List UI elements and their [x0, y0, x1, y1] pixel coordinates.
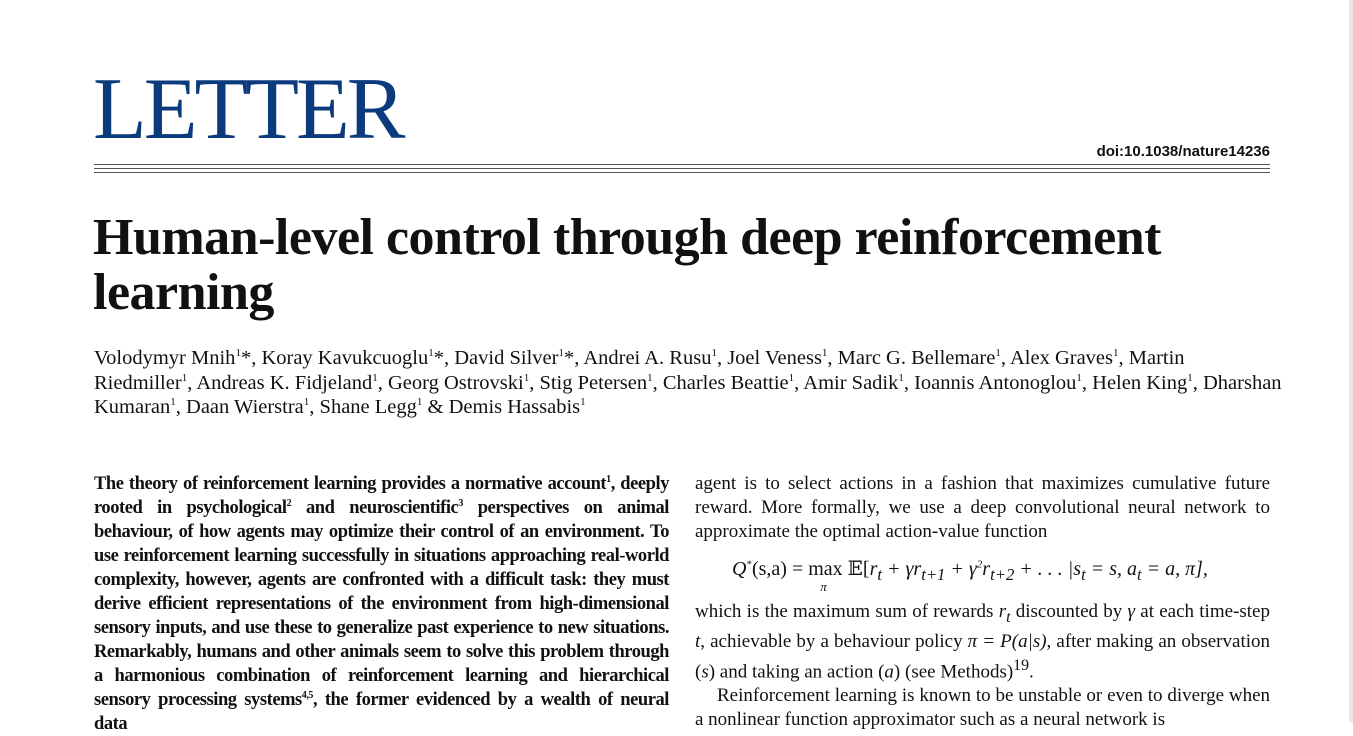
header-rule: [94, 164, 1270, 165]
author[interactable]: David Silver$^1$*: [454, 347, 575, 369]
reference-mark[interactable]: 19: [1013, 656, 1029, 674]
author[interactable]: Helen King$^1$: [1092, 371, 1193, 394]
author[interactable]: Georg Ostrovski$^1$: [387, 371, 530, 394]
article-type-label: LETTER: [93, 61, 403, 158]
reference-mark[interactable]: 4,5: [301, 689, 313, 701]
reference-mark[interactable]: 2: [286, 497, 292, 509]
equation-q-function: Q*(s,a) = max π $𝔼[r_t + \gamma r_{t+1} + \gamma^2r_{t+2}$ + . . . $|s_t = s$, $a_t = a$, π],: [732, 558, 1208, 594]
abstract-text: perspectives on animal behaviour, of how agents may optimize their control of an environment. To use reinforcement learning successfully in situations approaching real-world complexity, however, agents are confronted with a difficult task: they must derive efficient representations of the environment from high-dimensional sensory inputs, and use these to generalize past experience to new situations. Remarkably, humans and other animals seem to solve this problem through a harmonious combination of reinforcement learning and hierarchical sensory processing systems: [94, 498, 669, 710]
author-separator: ,: [1000, 347, 1010, 369]
scrollbar[interactable]: [1349, 0, 1353, 722]
author-separator: ,: [794, 371, 804, 394]
author-separator: ,: [652, 371, 663, 394]
author-separator: ,: [574, 347, 584, 369]
author[interactable]: Stig Petersen$^1$: [539, 371, 653, 394]
author[interactable]: Joel Veness$^1$: [727, 347, 828, 369]
author[interactable]: Alex Graves$^1$: [1009, 347, 1119, 369]
reference-mark[interactable]: 1: [606, 473, 611, 485]
author-separator: ,: [716, 347, 728, 369]
author-separator: ,: [187, 371, 197, 394]
author[interactable]: Marc G. Bellemare$^1$: [837, 347, 1001, 369]
author[interactable]: Dharshan Kumaran$^1$: [94, 371, 1282, 418]
author[interactable]: Andreas K. Fidjeland$^1$: [196, 371, 378, 394]
author-separator: ,: [444, 347, 455, 369]
header-rule: [94, 168, 1270, 169]
author-separator: &: [422, 396, 449, 418]
author-separator: ,: [1081, 371, 1093, 394]
author[interactable]: Shane Legg$^1$: [319, 396, 423, 418]
author-separator: ,: [377, 371, 388, 394]
author-separator: ,: [251, 347, 262, 369]
header-rule: [94, 172, 1270, 173]
author[interactable]: Andrei A. Rusu$^1$: [583, 347, 717, 369]
doi-link[interactable]: doi:10.1038/nature14236: [1096, 143, 1270, 160]
abstract-text: The theory of reinforcement learning provides a normative account: [94, 474, 607, 494]
author-separator: ,: [1118, 347, 1129, 369]
author-separator: ,: [309, 396, 320, 418]
abstract-text: , deeply rooted in psychological: [94, 474, 669, 518]
author-separator: ,: [175, 396, 187, 418]
author[interactable]: Koray Kavukcuoglu$^1$*: [261, 347, 444, 369]
abstract-text: , the former evidenced by a wealth of neural data: [94, 690, 669, 734]
author-separator: ,: [903, 371, 915, 394]
author[interactable]: Martin Riedmiller$^1$: [94, 347, 1185, 394]
author-separator: ,: [827, 347, 838, 369]
paragraph: Reinforcement learning is known to be unstable or even to diverge when a nonlinear function approximator such as a neural network is: [695, 685, 1270, 731]
author[interactable]: Daan Wierstra$^1$: [186, 396, 310, 418]
author[interactable]: Demis Hassabis$^1$: [448, 396, 586, 418]
paragraph: which is the maximum sum of rewards $r_t$ discounted by γ at each time-step t, achievable by a behaviour policy π = P(a|s), after making an observation (s) and taking an action (a) (see Methods)$^{19}$.: [695, 601, 1270, 683]
abstract: [94, 472, 669, 736]
paper-title: Human-level control through deep reinforcement learning: [93, 209, 1161, 321]
author[interactable]: Ioannis Antonoglou$^1$: [914, 371, 1082, 394]
author[interactable]: Amir Sadik$^1$: [803, 371, 904, 394]
author-list: [94, 346, 1284, 420]
author-separator: ,: [1192, 371, 1203, 394]
body-text-continued: [695, 600, 1270, 732]
abstract-text: and neuroscientific: [291, 498, 459, 518]
author[interactable]: Volodymyr Mnih$^1$*: [94, 347, 252, 369]
reference-mark[interactable]: 3: [458, 497, 463, 509]
author-separator: ,: [529, 371, 540, 394]
body-text-intro: agent is to select actions in a fashion that maximizes cumulative future reward. More formally, we use a deep convolutional neural network to approximate the optimal action-value function: [695, 473, 1270, 542]
author[interactable]: Charles Beattie$^1$: [662, 371, 795, 394]
